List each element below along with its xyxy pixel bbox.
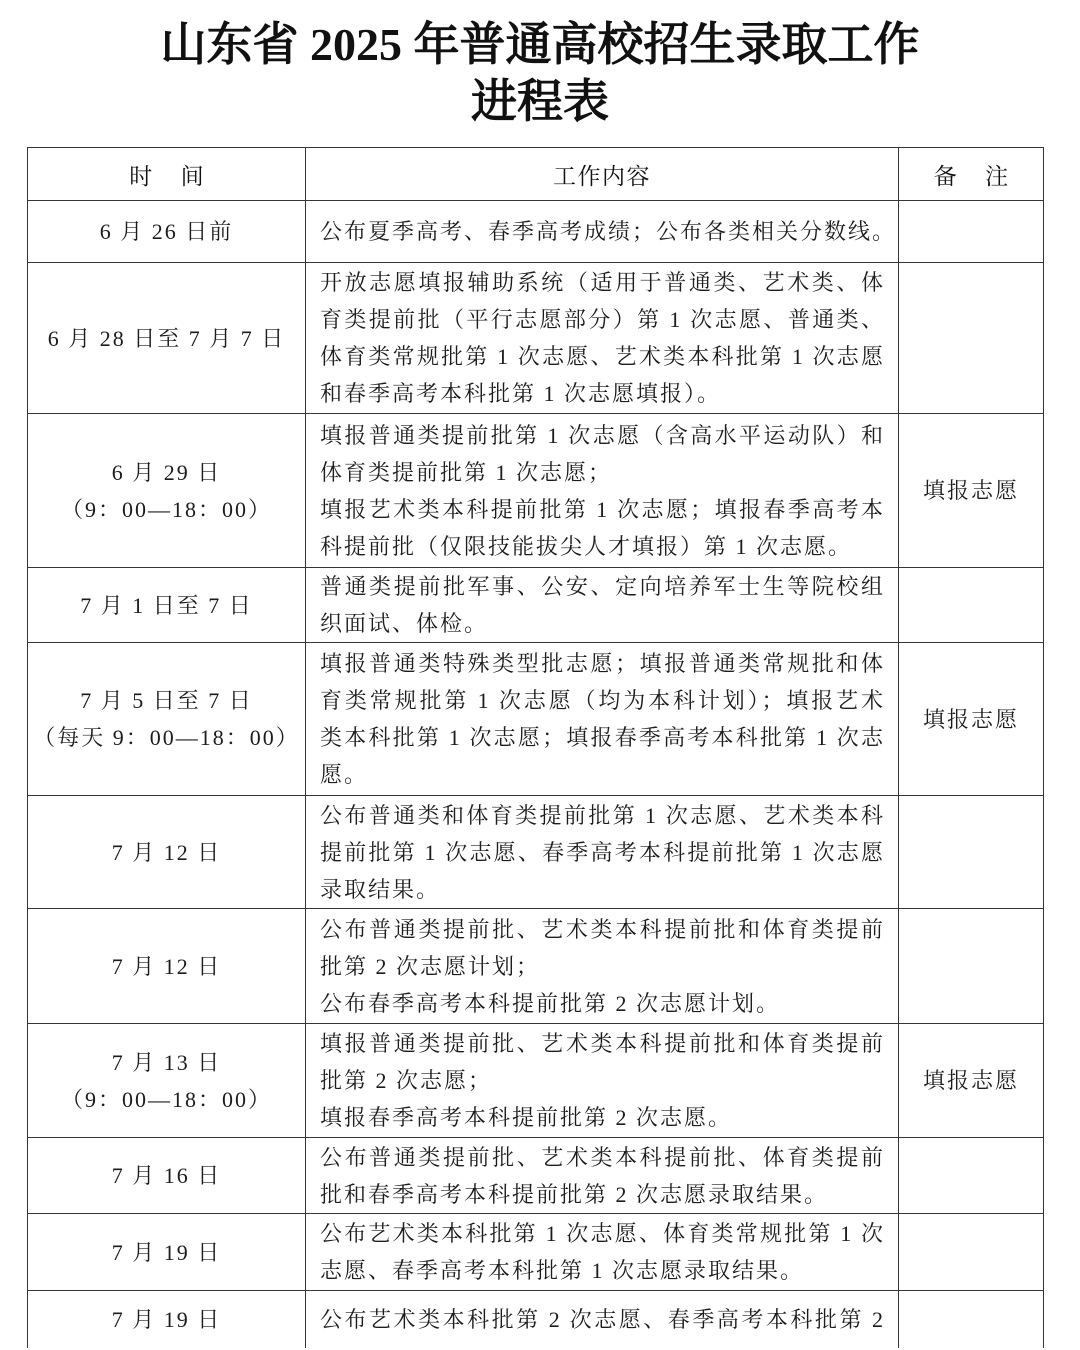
content-line: 普通类提前批军事、公安、定向培养军士生等院校组 bbox=[320, 574, 885, 599]
schedule-row bbox=[28, 643, 1044, 796]
content-line: 公布普通类提前批、艺术类本科提前批、体育类提前 bbox=[320, 1144, 885, 1170]
content-line: 类本科批第 1 次志愿；填报春季高考本科批第 1 次志 bbox=[320, 725, 885, 750]
content-line: 填报普通类提前批、艺术类本科提前批和体育类提前 bbox=[320, 1031, 885, 1056]
note-cell bbox=[899, 1024, 1044, 1138]
content-cell bbox=[306, 643, 899, 796]
content-line: 体育类常规批第 1 次志愿、艺术类本科批第 1 次志愿 bbox=[320, 344, 885, 369]
schedule-row bbox=[28, 1024, 1044, 1138]
time-text: （每天 9：00—18：00） bbox=[33, 725, 300, 750]
time-text: 6 月 29 日 bbox=[111, 459, 222, 485]
time-cell bbox=[28, 263, 306, 414]
note-cell bbox=[899, 643, 1044, 796]
time-cell bbox=[28, 1291, 306, 1348]
schedule-row bbox=[28, 568, 1044, 643]
time-cell bbox=[28, 201, 306, 263]
content-line: 提前批第 1 次志愿、春季高考本科提前批第 1 次志愿 bbox=[320, 839, 885, 865]
document-title bbox=[0, 16, 1080, 130]
note-text: 填报志愿 bbox=[922, 478, 1019, 503]
time-text: 6 月 26 日前 bbox=[99, 219, 234, 244]
note-cell bbox=[899, 201, 1044, 263]
content-line: 批和春季高考本科提前批第 2 次志愿录取结果。 bbox=[320, 1181, 829, 1207]
time-cell bbox=[28, 1024, 306, 1138]
content-line: 开放志愿填报辅助系统（适用于普通类、艺术类、体 bbox=[320, 270, 885, 295]
content-line: 公布夏季高考、春季高考成绩；公布各类相关分数线。 bbox=[320, 219, 897, 244]
schedule-row bbox=[28, 909, 1044, 1024]
note-text: 填报志愿 bbox=[922, 1068, 1019, 1093]
time-cell bbox=[28, 643, 306, 796]
note-cell bbox=[899, 796, 1044, 909]
content-line: 公布艺术类本科批第 1 次志愿、体育类常规批第 1 次 bbox=[320, 1221, 885, 1246]
time-text: 7 月 1 日至 7 日 bbox=[80, 592, 253, 618]
time-cell bbox=[28, 909, 306, 1024]
time-cell bbox=[28, 414, 306, 568]
header-row bbox=[28, 148, 1044, 201]
content-line: 公布艺术类本科批第 2 次志愿、春季高考本科批第 2 bbox=[320, 1306, 885, 1332]
note-cell bbox=[899, 263, 1044, 414]
note-cell bbox=[899, 1291, 1044, 1348]
content-cell bbox=[306, 414, 899, 568]
time-text: 7 月 19 日 bbox=[111, 1306, 222, 1332]
content-line: 公布春季高考本科提前批第 2 次志愿计划。 bbox=[320, 990, 781, 1016]
time-text: 6 月 28 日至 7 月 7 日 bbox=[47, 325, 286, 351]
time-text: 7 月 12 日 bbox=[111, 839, 222, 865]
content-cell bbox=[306, 909, 899, 1024]
schedule-row bbox=[28, 1214, 1044, 1291]
time-cell bbox=[28, 796, 306, 909]
content-line: 录取结果。 bbox=[320, 876, 441, 902]
schedule-row bbox=[28, 201, 1044, 263]
note-cell bbox=[899, 414, 1044, 568]
time-text: （9：00—18：00） bbox=[60, 1086, 272, 1112]
content-cell bbox=[306, 1024, 899, 1138]
content-line: 愿。 bbox=[320, 762, 369, 787]
content-line: 填报普通类特殊类型批志愿；填报普通类常规批和体 bbox=[320, 651, 885, 676]
content-line: 织面试、体检。 bbox=[320, 611, 489, 636]
note-cell bbox=[899, 1214, 1044, 1291]
content-cell bbox=[306, 1291, 899, 1348]
content-cell bbox=[306, 568, 899, 643]
note-cell bbox=[899, 568, 1044, 643]
title-line-1: 山东省 2025 年普通高校招生录取工作 bbox=[160, 19, 920, 70]
content-line: 体育类提前批第 1 次志愿； bbox=[320, 459, 613, 485]
content-line: 志愿、春季高考本科批第 1 次志愿录取结果。 bbox=[320, 1258, 805, 1283]
title-line-2: 进程表 bbox=[471, 76, 609, 127]
time-text: 7 月 16 日 bbox=[111, 1163, 222, 1188]
time-text: （9：00—18：00） bbox=[60, 496, 272, 522]
content-line: 科提前批（仅限技能拔尖人才填报）第 1 次志愿。 bbox=[320, 533, 853, 559]
time-text: 7 月 5 日至 7 日 bbox=[80, 688, 253, 713]
schedule-table bbox=[27, 147, 1044, 1348]
schedule-row bbox=[28, 414, 1044, 568]
schedule-row bbox=[28, 1291, 1044, 1348]
content-cell bbox=[306, 1214, 899, 1291]
content-line: 公布普通类提前批、艺术类本科提前批和体育类提前 bbox=[320, 916, 885, 942]
content-cell bbox=[306, 1138, 899, 1214]
content-cell bbox=[306, 796, 899, 909]
content-line: 填报艺术类本科提前批第 1 次志愿；填报春季高考本 bbox=[320, 496, 885, 522]
content-line: 育类提前批（平行志愿部分）第 1 次志愿、普通类、 bbox=[320, 307, 885, 332]
time-text: 7 月 13 日 bbox=[111, 1049, 222, 1075]
content-line: 批第 2 次志愿计划； bbox=[320, 953, 541, 979]
note-text: 填报志愿 bbox=[922, 706, 1019, 732]
note-cell bbox=[899, 1138, 1044, 1214]
content-line: 填报普通类提前批第 1 次志愿（含高水平运动队）和 bbox=[320, 422, 885, 448]
schedule-row bbox=[28, 1138, 1044, 1214]
time-cell bbox=[28, 1214, 306, 1291]
content-line: 和春季高考本科批第 1 次志愿填报）。 bbox=[320, 381, 722, 406]
time-cell bbox=[28, 568, 306, 643]
content-line: 批第 2 次志愿； bbox=[320, 1068, 493, 1093]
time-text: 7 月 19 日 bbox=[111, 1239, 222, 1265]
schedule-row bbox=[28, 796, 1044, 909]
header-note: 备 注 bbox=[899, 148, 1044, 201]
content-line: 公布普通类和体育类提前批第 1 次志愿、艺术类本科 bbox=[320, 802, 885, 828]
time-cell bbox=[28, 1138, 306, 1214]
time-text: 7 月 12 日 bbox=[111, 953, 222, 979]
note-cell bbox=[899, 909, 1044, 1024]
schedule-row bbox=[28, 263, 1044, 414]
header-time: 时 间 bbox=[28, 148, 306, 201]
content-cell bbox=[306, 201, 899, 263]
content-line: 填报春季高考本科提前批第 2 次志愿。 bbox=[320, 1105, 733, 1130]
content-line: 育类常规批第 1 次志愿（均为本科计划）；填报艺术 bbox=[320, 688, 885, 713]
header-content: 工作内容 bbox=[306, 148, 899, 201]
content-cell bbox=[306, 263, 899, 414]
